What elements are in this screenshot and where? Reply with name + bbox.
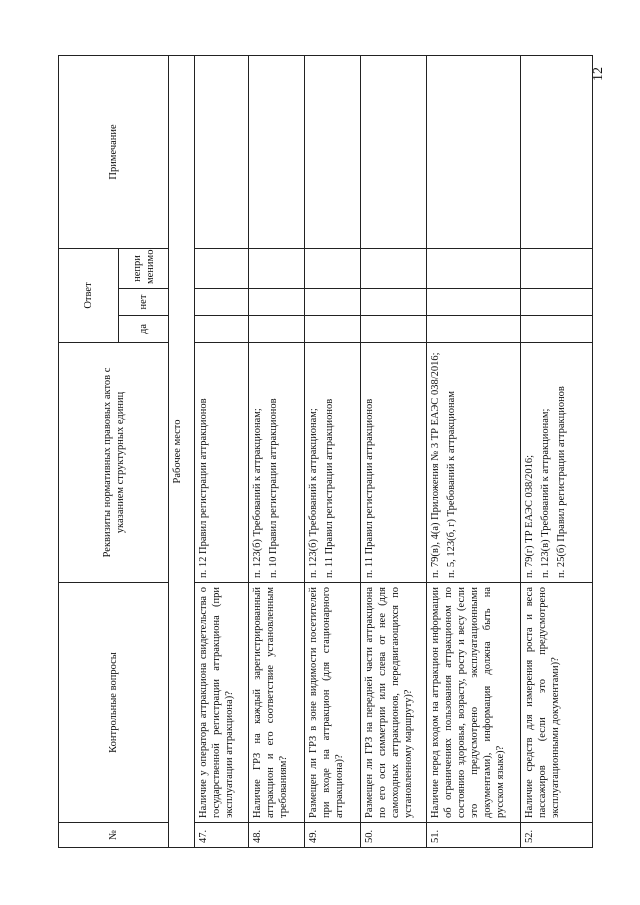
- row-number: 48.: [249, 823, 305, 848]
- answer-no-cell: [427, 289, 521, 316]
- row-question: Размещен ли ГРЗ на передней части аттракциона по его оси симметрии или слева от нее (для самоходных аттракционов, передвигающихся по установленному маршруту)?: [361, 583, 427, 823]
- requisite-reference: п. 123(б) Требований к аттракционам;: [308, 408, 319, 578]
- requisite-reference: п. 123(б) Требований к аттракционам;: [252, 408, 263, 578]
- requisite-reference: п. 5, 123(б, г) Требований к аттракционам: [446, 391, 457, 578]
- page-number: 12: [591, 67, 606, 81]
- table-row: [361, 55, 427, 847]
- answer-no-cell: [305, 289, 361, 316]
- answer-na-cell: [195, 248, 249, 288]
- row-question: Наличие у оператора аттракциона свидетельства о государственной регистрации аттракциона (при эксплуатации аттракциона)?: [195, 583, 249, 823]
- row-question: Размещен ли ГРЗ в зоне видимости посетителей при входе на аттракцион (для стационарного аттракциона)?: [305, 583, 361, 823]
- header-question: Контрольные вопросы: [59, 583, 169, 823]
- answer-yes-cell: [305, 316, 361, 343]
- note-cell: [361, 55, 427, 248]
- answer-yes-cell: [427, 316, 521, 343]
- note-cell: [305, 55, 361, 248]
- row-requisites: [195, 343, 249, 583]
- header-not-applicable: непри менимо: [119, 248, 169, 288]
- requisite-reference: п. 11 Правил регистрации аттракционов: [364, 398, 375, 578]
- answer-no-cell: [521, 289, 593, 316]
- requisite-reference: п. 11 Правил регистрации аттракционов: [324, 398, 335, 578]
- answer-na-cell: [361, 248, 427, 288]
- table-row: [521, 55, 593, 847]
- answer-yes-cell: [249, 316, 305, 343]
- answer-na-cell: [249, 248, 305, 288]
- table-row: [195, 55, 249, 847]
- answer-na-cell: [521, 248, 593, 288]
- row-requisites: [361, 343, 427, 583]
- header-answer: Ответ: [59, 248, 119, 342]
- answer-na-cell: [427, 248, 521, 288]
- answer-no-cell: [249, 289, 305, 316]
- header-no: нет: [119, 289, 169, 316]
- header-num: №: [59, 823, 169, 848]
- row-question: Наличие перед входом на аттракцион информации об ограничениях пользования аттракционом по состоянию здоровья, возрасту, росту и весу (если это предусмотрено эксплуатационными документами), информация должна быть на русском языке)?: [427, 583, 521, 823]
- row-question: Наличие ГРЗ на каждый зарегистрированный аттракцион и его соответствие установленным требованиям?: [249, 583, 305, 823]
- requisite-reference: п. 10 Правил регистрации аттракционов: [268, 398, 279, 578]
- table-row: [305, 55, 361, 847]
- row-requisites: [521, 343, 593, 583]
- row-number: 50.: [361, 823, 427, 848]
- answer-na-cell: [305, 248, 361, 288]
- row-number: 52.: [521, 823, 593, 848]
- note-cell: [427, 55, 521, 248]
- note-cell: [249, 55, 305, 248]
- table-row: [427, 55, 521, 847]
- requisite-reference: п. 25(б) Правил регистрации аттракционов: [556, 386, 567, 578]
- row-number: 51.: [427, 823, 521, 848]
- row-question: Наличие средств для измерения роста и веса пассажиров (если это предусмотрено эксплуатационными документами)?: [521, 583, 593, 823]
- rotated-table-frame: [58, 56, 592, 848]
- row-number: 49.: [305, 823, 361, 848]
- requisite-reference: п. 79(г) ТР ЕАЭС 038/2016;: [524, 454, 535, 578]
- header-note: Примечание: [59, 55, 169, 248]
- checklist-table: [58, 55, 593, 848]
- answer-yes-cell: [361, 316, 427, 343]
- header-yes: да: [119, 316, 169, 343]
- header-requisites: Реквизиты нормативных правовых актов с указанием структурных единиц: [59, 343, 169, 583]
- note-cell: [521, 55, 593, 248]
- row-number: 47.: [195, 823, 249, 848]
- requisite-reference: п. 79(в), 4(а) Приложения № 3 ТР ЕАЭС 038/2016;: [430, 352, 441, 578]
- row-requisites: [305, 343, 361, 583]
- table-row: [249, 55, 305, 847]
- row-requisites: [249, 343, 305, 583]
- answer-no-cell: [361, 289, 427, 316]
- note-cell: [195, 55, 249, 248]
- answer-no-cell: [195, 289, 249, 316]
- requisite-reference: п. 12 Правил регистрации аттракционов: [198, 398, 209, 578]
- section-title: Рабочее место: [169, 55, 195, 847]
- requisite-reference: п. 123(в) Требований к аттракционам;: [540, 408, 551, 578]
- answer-yes-cell: [195, 316, 249, 343]
- answer-yes-cell: [521, 316, 593, 343]
- row-requisites: [427, 343, 521, 583]
